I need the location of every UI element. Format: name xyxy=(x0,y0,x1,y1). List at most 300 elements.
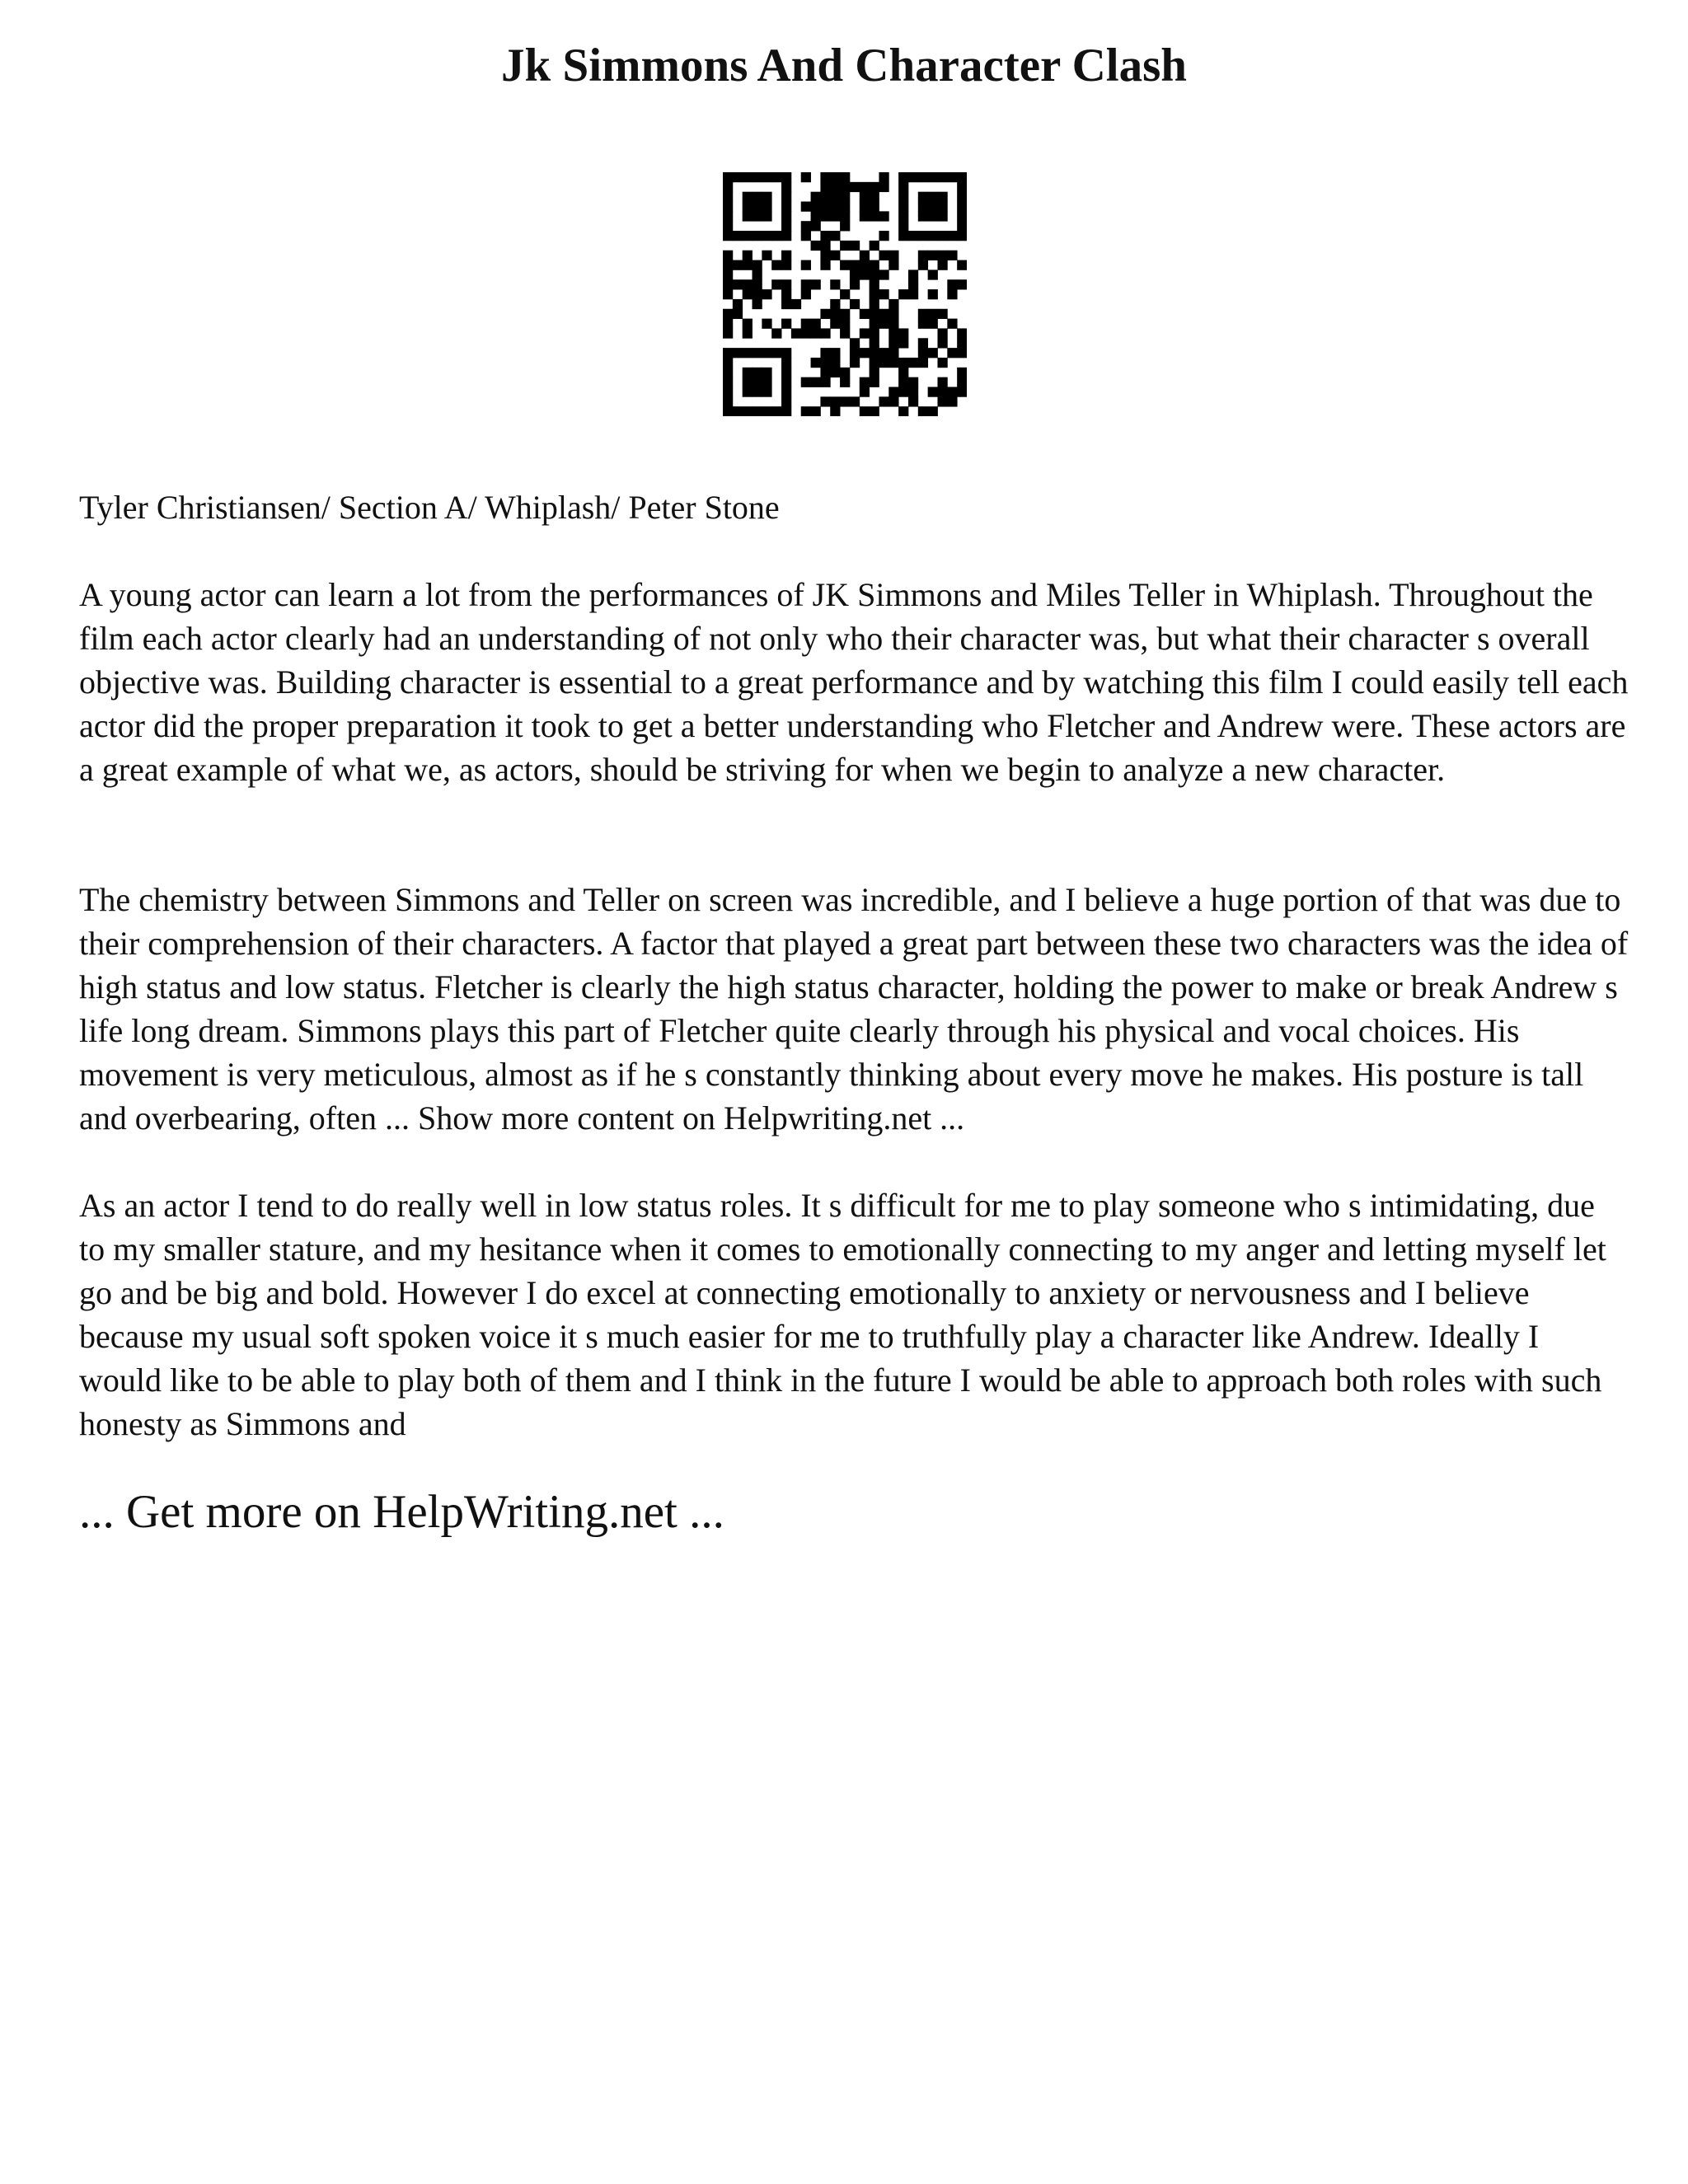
qr-module xyxy=(860,182,870,192)
qr-module xyxy=(753,260,762,270)
qr-module xyxy=(918,172,928,182)
document-title: Jk Simmons And Character Clash xyxy=(501,40,1187,91)
qr-module xyxy=(723,172,733,182)
qr-module xyxy=(830,348,840,358)
qr-module xyxy=(753,406,762,416)
qr-module xyxy=(928,231,938,241)
qr-module xyxy=(918,406,928,416)
qr-module xyxy=(908,377,918,387)
qr-module xyxy=(870,289,879,299)
qr-module xyxy=(879,289,889,299)
qr-module xyxy=(850,348,860,358)
qr-module xyxy=(957,328,967,338)
qr-module xyxy=(908,396,918,406)
qr-module xyxy=(889,328,898,338)
qr-module xyxy=(811,328,821,338)
qr-module xyxy=(723,309,733,319)
qr-module xyxy=(870,241,879,251)
qr-module xyxy=(957,387,967,396)
qr-module xyxy=(820,192,830,202)
qr-module xyxy=(830,396,840,406)
qr-module xyxy=(743,260,753,270)
qr-module xyxy=(908,231,918,241)
qr-module xyxy=(840,368,850,377)
qr-module xyxy=(860,328,870,338)
qr-module xyxy=(889,260,898,270)
qr-module xyxy=(801,221,811,231)
qr-module xyxy=(870,368,879,377)
qr-module xyxy=(801,231,811,241)
qr-module xyxy=(820,358,830,368)
qr-module xyxy=(771,260,781,270)
qr-module xyxy=(898,182,908,192)
qr-module xyxy=(781,211,791,221)
qr-module xyxy=(811,319,821,329)
qr-module xyxy=(850,338,860,348)
qr-module xyxy=(889,387,898,396)
qr-module xyxy=(957,202,967,212)
paragraph-3: As an actor I tend to do really well in low status roles. It s difficult for me to play someone who s intimidating, due to my smaller stature, and my hesitance when it comes to emotionally connecting to my anger and letting myself let go and be big and bold. However I do excel at connecting emotionally to anxiety or nervousness and I believe because my usual soft spoken voice it s much easier for me to truthfully play a character like Andrew. Ideally I would like to be able to play both of them and I think in the future I would be able to approach both roles with such honesty as Simmons and xyxy=(79,1187,1606,1442)
qr-module xyxy=(879,269,889,279)
qr-module xyxy=(957,231,967,241)
qr-module xyxy=(898,172,908,182)
qr-module xyxy=(791,328,801,338)
qr-module xyxy=(870,338,879,348)
qr-module xyxy=(753,299,762,309)
qr-module xyxy=(937,251,947,260)
qr-module xyxy=(723,269,733,279)
qr-module xyxy=(840,396,850,406)
qr-module xyxy=(723,221,733,231)
qr-module xyxy=(870,211,879,221)
qr-module xyxy=(870,328,879,338)
qr-module xyxy=(937,172,947,182)
qr-module xyxy=(937,192,947,202)
qr-module xyxy=(743,192,753,202)
qr-module xyxy=(937,377,947,387)
qr-module xyxy=(928,319,938,329)
qr-module xyxy=(830,202,840,212)
qr-module xyxy=(870,309,879,319)
qr-module xyxy=(840,192,850,202)
qr-module xyxy=(762,289,771,299)
qr-module xyxy=(937,260,947,270)
qr-module xyxy=(830,182,840,192)
qr-module xyxy=(879,319,889,329)
qr-module xyxy=(947,251,957,260)
qr-module xyxy=(781,319,791,329)
qr-module xyxy=(860,348,870,358)
qr-module xyxy=(733,172,743,182)
qr-module xyxy=(820,241,830,251)
qr-module xyxy=(928,269,938,279)
qr-module xyxy=(723,358,733,368)
qr-module xyxy=(820,328,830,338)
qr-module xyxy=(723,377,733,387)
qr-module xyxy=(753,211,762,221)
qr-module xyxy=(820,396,830,406)
qr-module xyxy=(898,221,908,231)
qr-module xyxy=(957,211,967,221)
qr-module xyxy=(898,368,908,377)
qr-module xyxy=(928,289,938,299)
qr-module xyxy=(889,358,898,368)
qr-module xyxy=(801,279,811,289)
qr-module xyxy=(947,319,957,329)
qr-module xyxy=(918,260,928,270)
qr-module xyxy=(937,202,947,212)
qr-module xyxy=(762,202,771,212)
qr-module xyxy=(830,319,840,329)
qr-module xyxy=(801,319,811,329)
qr-module xyxy=(801,328,811,338)
qr-module xyxy=(762,387,771,396)
qr-module xyxy=(957,260,967,270)
qr-module xyxy=(830,368,840,377)
qr-module xyxy=(781,348,791,358)
qr-module xyxy=(830,358,840,368)
qr-module xyxy=(879,182,889,192)
qr-module xyxy=(753,231,762,241)
qr-module xyxy=(889,338,898,348)
qr-module xyxy=(762,192,771,202)
qr-module xyxy=(937,338,947,348)
qr-module xyxy=(908,358,918,368)
qr-module xyxy=(753,202,762,212)
qr-module xyxy=(860,202,870,212)
qr-module xyxy=(801,377,811,387)
qr-module xyxy=(879,211,889,221)
qr-module xyxy=(830,309,840,319)
qr-module xyxy=(860,387,870,396)
qr-module xyxy=(840,211,850,221)
qr-module xyxy=(830,406,840,416)
qr-module xyxy=(820,231,830,241)
qr-module xyxy=(762,172,771,182)
qr-module xyxy=(918,319,928,329)
qr-module xyxy=(918,192,928,202)
qr-module xyxy=(801,172,811,182)
qr-module xyxy=(840,289,850,299)
qr-module xyxy=(957,338,967,348)
qr-module xyxy=(918,309,928,319)
qr-module xyxy=(743,211,753,221)
qr-module xyxy=(840,328,850,338)
qr-code-icon xyxy=(723,172,967,416)
qr-module xyxy=(820,377,830,387)
qr-module xyxy=(753,279,762,289)
qr-module xyxy=(937,309,947,319)
qr-module xyxy=(811,279,821,289)
qr-module xyxy=(723,396,733,406)
qr-module xyxy=(947,289,957,299)
qr-module xyxy=(743,231,753,241)
qr-module xyxy=(723,260,733,270)
qr-module xyxy=(762,377,771,387)
qr-module xyxy=(898,192,908,202)
qr-module xyxy=(743,328,753,338)
qr-module xyxy=(870,182,879,192)
qr-module xyxy=(733,260,743,270)
qr-module xyxy=(860,269,870,279)
qr-module xyxy=(840,319,850,329)
qr-module xyxy=(918,202,928,212)
qr-module xyxy=(820,172,830,182)
qr-module xyxy=(957,192,967,202)
qr-module xyxy=(811,211,821,221)
qr-module xyxy=(743,279,753,289)
qr-module xyxy=(820,251,830,260)
qr-module xyxy=(928,172,938,182)
qr-module xyxy=(762,348,771,358)
qr-module xyxy=(830,299,840,309)
qr-module xyxy=(937,358,947,368)
qr-module xyxy=(850,241,860,251)
qr-module xyxy=(937,387,947,396)
qr-module xyxy=(762,406,771,416)
qr-module xyxy=(928,202,938,212)
qr-module xyxy=(937,396,947,406)
qr-module xyxy=(879,251,889,260)
qr-module xyxy=(850,299,860,309)
qr-module xyxy=(781,202,791,212)
qr-module xyxy=(898,328,908,338)
qr-module xyxy=(870,269,879,279)
qr-module xyxy=(781,182,791,192)
paragraph-1: A young actor can learn a lot from the performances of JK Simmons and Miles Teller in Whiplash. Throughout the film each actor clearly had an understanding of not only who their character was, but what their character s overall objective was. Building character is essential to a great performance and by watching this film I could easily tell each actor did the proper preparation it took to get a better understanding who Fletcher and Andrew were. These actors are a great example of what we, as actors, should be striving for when we begin to analyze a new character. xyxy=(79,576,1629,788)
qr-module xyxy=(781,358,791,368)
qr-module xyxy=(928,406,938,416)
qr-module xyxy=(733,231,743,241)
qr-module xyxy=(898,358,908,368)
qr-module xyxy=(908,172,918,182)
qr-module xyxy=(743,319,753,329)
qr-module xyxy=(743,289,753,299)
qr-module xyxy=(743,251,753,260)
qr-module xyxy=(870,260,879,270)
qr-module xyxy=(781,406,791,416)
qr-module xyxy=(898,406,908,416)
qr-module xyxy=(889,319,898,329)
qr-module xyxy=(811,406,821,416)
qr-module xyxy=(762,211,771,221)
qr-module xyxy=(840,172,850,182)
qr-module xyxy=(820,309,830,319)
qr-module xyxy=(947,387,957,396)
qr-module xyxy=(870,319,879,329)
byline: Tyler Christiansen/ Section A/ Whiplash/ Peter Stone xyxy=(79,489,780,526)
qr-module xyxy=(762,251,771,260)
qr-module xyxy=(850,396,860,406)
qr-module xyxy=(918,348,928,358)
qr-module xyxy=(781,192,791,202)
qr-module xyxy=(870,299,879,309)
qr-module xyxy=(879,396,889,406)
qr-module xyxy=(723,406,733,416)
qr-module xyxy=(840,241,850,251)
qr-module xyxy=(928,211,938,221)
qr-module xyxy=(771,172,781,182)
qr-module xyxy=(860,211,870,221)
qr-module xyxy=(947,231,957,241)
qr-module xyxy=(830,279,840,289)
qr-module xyxy=(937,211,947,221)
qr-module xyxy=(947,396,957,406)
qr-module xyxy=(811,221,821,231)
qr-module xyxy=(811,377,821,387)
qr-module xyxy=(723,202,733,212)
qr-module xyxy=(733,279,743,289)
qr-module xyxy=(820,182,830,192)
qr-module xyxy=(781,299,791,309)
qr-module xyxy=(957,377,967,387)
qr-module xyxy=(781,396,791,406)
qr-module xyxy=(771,406,781,416)
qr-module xyxy=(781,377,791,387)
qr-module xyxy=(898,211,908,221)
qr-module xyxy=(870,192,879,202)
qr-module xyxy=(850,279,860,289)
qr-module xyxy=(918,358,928,368)
qr-module xyxy=(870,406,879,416)
qr-module xyxy=(898,231,908,241)
qr-module xyxy=(840,309,850,319)
qr-module xyxy=(801,406,811,416)
qr-module xyxy=(781,387,791,396)
qr-module xyxy=(820,202,830,212)
qr-module xyxy=(753,172,762,182)
qr-module xyxy=(733,299,743,309)
qr-module xyxy=(781,368,791,377)
qr-module xyxy=(928,192,938,202)
qr-module xyxy=(898,338,908,348)
qr-module xyxy=(889,348,898,358)
qr-module xyxy=(908,269,918,279)
qr-module xyxy=(928,387,938,396)
qr-module xyxy=(771,328,781,338)
get-more-link[interactable]: ... Get more on HelpWriting.net ... xyxy=(79,1486,724,1538)
qr-module xyxy=(781,289,791,299)
qr-module xyxy=(820,368,830,377)
qr-module xyxy=(743,387,753,396)
qr-module xyxy=(879,358,889,368)
qr-module xyxy=(781,251,791,260)
qr-module xyxy=(733,348,743,358)
qr-module xyxy=(860,377,870,387)
qr-module xyxy=(918,211,928,221)
qr-module xyxy=(811,358,821,368)
qr-module xyxy=(723,211,733,221)
qr-module xyxy=(908,289,918,299)
qr-module xyxy=(957,182,967,192)
qr-module xyxy=(928,309,938,319)
paragraph-2: The chemistry between Simmons and Teller on screen was incredible, and I believe a huge portion of that was due to their comprehension of their characters. A factor that played a great part between these two characters was the idea of high status and low status. Fletcher is clearly the high status character, holding the power to make or break Andrew s life long dream. Simmons plays this part of Fletcher quite clearly through his physical and vocal choices. His movement is very meticulous, almost as if he s constantly thinking about every move he makes. His posture is tall and overbearing, often ... Show more content on Helpwriting.net ... xyxy=(79,881,1629,1137)
qr-module xyxy=(870,358,879,368)
qr-module xyxy=(830,251,840,260)
qr-module xyxy=(723,328,733,338)
qr-module xyxy=(928,348,938,358)
qr-module xyxy=(830,231,840,241)
qr-module xyxy=(937,231,947,241)
qr-module xyxy=(947,172,957,182)
qr-module xyxy=(820,348,830,358)
qr-module xyxy=(957,348,967,358)
qr-code xyxy=(723,172,967,416)
qr-module xyxy=(898,202,908,212)
qr-module xyxy=(947,279,957,289)
qr-module xyxy=(830,211,840,221)
qr-module xyxy=(870,377,879,387)
qr-module xyxy=(860,192,870,202)
qr-module xyxy=(771,279,781,289)
qr-module xyxy=(850,269,860,279)
qr-module xyxy=(830,192,840,202)
qr-module xyxy=(733,309,743,319)
qr-module xyxy=(753,289,762,299)
qr-module xyxy=(753,348,762,358)
qr-module xyxy=(879,172,889,182)
qr-module xyxy=(879,309,889,319)
qr-module xyxy=(889,251,898,260)
qr-module xyxy=(801,260,811,270)
qr-module xyxy=(870,279,879,289)
qr-module xyxy=(820,211,830,221)
qr-module xyxy=(889,396,898,406)
qr-module xyxy=(762,231,771,241)
qr-module xyxy=(762,368,771,377)
qr-module xyxy=(743,368,753,377)
qr-module xyxy=(957,279,967,289)
qr-module xyxy=(811,202,821,212)
qr-module xyxy=(840,377,850,387)
qr-module xyxy=(870,202,879,212)
qr-module xyxy=(850,260,860,270)
qr-module xyxy=(957,221,967,231)
qr-module xyxy=(771,348,781,358)
qr-module xyxy=(840,202,850,212)
qr-module xyxy=(723,319,733,329)
qr-module xyxy=(743,348,753,358)
qr-module xyxy=(781,260,791,270)
qr-module xyxy=(723,251,733,260)
qr-module xyxy=(918,231,928,241)
qr-module xyxy=(753,368,762,377)
qr-module xyxy=(743,172,753,182)
qr-module xyxy=(723,289,733,299)
qr-module xyxy=(928,251,938,260)
qr-module xyxy=(762,319,771,329)
qr-module xyxy=(820,260,830,270)
qr-module xyxy=(957,368,967,377)
qr-module xyxy=(771,231,781,241)
qr-module xyxy=(957,172,967,182)
qr-module xyxy=(723,192,733,202)
qr-module xyxy=(811,241,821,251)
qr-module xyxy=(860,260,870,270)
qr-module xyxy=(879,348,889,358)
qr-module xyxy=(860,309,870,319)
qr-module xyxy=(781,221,791,231)
qr-module xyxy=(781,279,791,289)
qr-module xyxy=(947,348,957,358)
qr-module xyxy=(723,387,733,396)
qr-module xyxy=(889,309,898,319)
qr-module xyxy=(723,231,733,241)
qr-module xyxy=(743,202,753,212)
qr-module xyxy=(723,182,733,192)
qr-module xyxy=(898,387,908,396)
qr-module xyxy=(889,299,898,309)
